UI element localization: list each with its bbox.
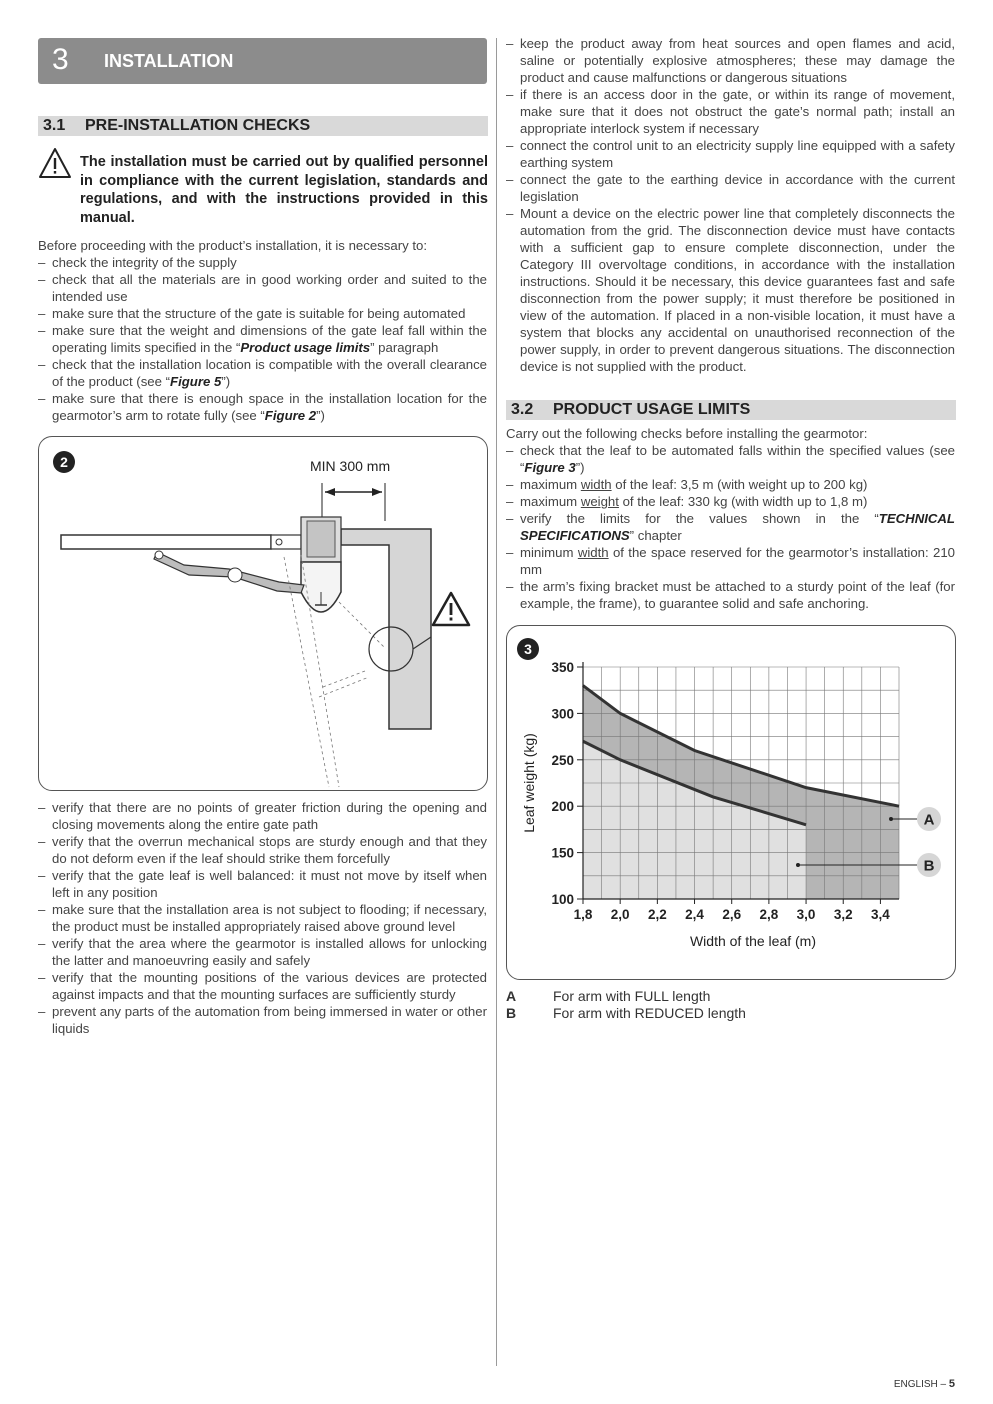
list-item <box>38 322 487 356</box>
y-tick-label: 250 <box>551 752 574 768</box>
x-tick-label: 3,2 <box>833 907 853 922</box>
warning-icon <box>38 147 72 179</box>
legend-key: B <box>506 1005 517 1021</box>
list-text: ” paragraph <box>370 340 439 355</box>
page-number: 5 <box>948 1378 955 1390</box>
list-item: – verify that the mounting positions of the various devices are protected against impacts and that the mounting surfaces are sufficiently sturdy <box>38 969 487 1003</box>
section-heading-3-1 <box>38 116 488 136</box>
list-text: ”) <box>575 460 585 475</box>
list-item: – check the integrity of the supply <box>38 254 487 271</box>
list-item: – connect the control unit to an electricity supply line equipped with a safety earthing system <box>506 137 955 171</box>
y-tick-label: 350 <box>551 660 574 675</box>
list-item: – verify that the overrun mechanical stops are sturdy enough and that they do not deform even if the leaf should strike them forcefully <box>38 833 487 867</box>
list-text: of the leaf: 3,5 m (with weight up to 200 kg) <box>611 477 868 492</box>
figure-2-box <box>38 436 488 791</box>
list-item <box>38 390 487 424</box>
chapter-title: INSTALLATION <box>104 51 234 71</box>
section-number: 3.2 <box>511 401 534 418</box>
y-tick-label: 150 <box>551 845 574 861</box>
chapter-number: 3 <box>52 43 69 76</box>
list-text: of the space reserved for the gearmotor’s installation: 210 mm <box>520 545 955 577</box>
list-text: make sure that there is enough space in the installation location for the gearmotor’s arm to rotate fully (see “ <box>52 391 487 423</box>
site-checks-list <box>38 799 487 1037</box>
list-text: ”) <box>316 408 325 423</box>
section-number: 3.1 <box>43 117 66 134</box>
figure-badge: 3 <box>517 638 539 660</box>
cross-reference: Figure 2 <box>264 408 317 423</box>
legend-text: For arm with FULL length <box>553 988 711 1004</box>
intro-text: Before proceeding with the product’s installation, it is necessary to: <box>38 238 427 253</box>
x-tick-label: 1,8 <box>573 907 593 922</box>
x-tick-label: 2,0 <box>610 907 630 922</box>
y-tick-label: 100 <box>551 892 574 907</box>
list-item <box>506 544 955 578</box>
figure-legend <box>506 988 746 1022</box>
list-text: verify the limits for the values shown in the “ <box>520 511 879 526</box>
list-text: ”) <box>221 374 231 389</box>
list-item: – check that all the materials are in good working order and suited to the intended use <box>38 271 487 305</box>
list-item <box>506 510 955 544</box>
y-axis-label: Leaf weight (kg) <box>521 733 537 833</box>
callout-label: B <box>923 857 935 875</box>
figure-badge: 2 <box>53 451 75 473</box>
cross-reference: Product usage limits <box>240 340 371 355</box>
column-divider <box>496 38 497 1366</box>
list-item <box>506 493 955 510</box>
list-text: minimum <box>520 545 578 560</box>
section-title: PRODUCT USAGE LIMITS <box>553 401 751 418</box>
warning-text: The installation must be carried out by qualified personnel in compliance with the current legislation, standards and regulations, and with the instructions provided in this manual. <box>80 154 488 226</box>
x-tick-label: 3,0 <box>796 907 816 922</box>
cross-reference: Figure 3 <box>524 460 576 475</box>
usage-limits-list <box>506 442 955 612</box>
list-item: – if there is an access door in the gate, or within its range of movement, make sure that it does not obstruct the gate’s normal path; install an appropriate interlock system if necessary <box>506 86 955 137</box>
list-item: – make sure that the installation area is not subject to flooding; if necessary, the product must be installed appropriately raised above ground level <box>38 901 487 935</box>
underlined-term: width <box>577 545 609 560</box>
underlined-term: width <box>580 477 612 492</box>
legend-key: A <box>506 988 517 1004</box>
list-item: – Mount a device on the electric power line that completely disconnects the automation from the grid. The disconnection device must have contacts with a sufficient gap to ensure complete disconnection, under the Category III overvoltage conditions, in accordance with the installation instructions. Should it be necessary, this device guarantees fast and safe disconnection from the power supply; it must therefore be positioned in view of the automation. If placed in a non-visible location, it must have a system that blocks any accidental on unauthorised reconnection of the power supply, in order to prevent dangerous situations. The disconnection device is not supplied with the product. <box>506 205 955 375</box>
list-item: – verify that the area where the gearmotor is installed allows for unlocking the latter and manoeuvring easily and safely <box>38 935 487 969</box>
legend-text: For arm with REDUCED length <box>553 1005 746 1021</box>
list-item: – keep the product away from heat sources and open flames and acid, saline or potentially explosive atmospheres; these may damage the product and cause malfunctions or dangerous situations <box>506 35 955 86</box>
safety-checks-list <box>506 35 955 375</box>
cross-reference: TECHNICAL SPECIFICATIONS <box>520 511 955 543</box>
gearmotor-installation-diagram <box>39 437 487 790</box>
callout-label: A <box>923 811 935 829</box>
list-item: – make sure that the structure of the gate is suitable for being automated <box>38 305 487 322</box>
legend-item <box>506 1005 746 1022</box>
footer-language: ENGLISH – <box>893 1379 947 1390</box>
section-heading-3-2 <box>506 400 956 420</box>
chapter-header <box>38 38 487 84</box>
list-item: – prevent any parts of the automation from being immersed in water or other liquids <box>38 1003 487 1037</box>
list-text: check that the installation location is compatible with the overall clearance of the product (see “ <box>52 357 487 389</box>
x-tick-label: 2,6 <box>722 907 742 922</box>
legend-item <box>506 988 746 1005</box>
list-text: maximum <box>520 477 581 492</box>
list-item <box>38 356 487 390</box>
list-text: ” chapter <box>629 528 682 543</box>
list-text: of the leaf: 330 kg (with width up to 1,8 m) <box>618 494 868 509</box>
list-text: make sure that the weight and dimensions of the gate leaf fall within the operating limits specified in the “ <box>52 323 487 355</box>
list-item <box>506 476 955 493</box>
dimension-label: MIN 300 mm <box>310 458 391 474</box>
y-tick-label: 200 <box>551 799 574 815</box>
list-item: – verify that there are no points of greater friction during the opening and closing movements along the entire gate path <box>38 799 487 833</box>
list-text: maximum <box>520 494 581 509</box>
x-tick-label: 2,8 <box>759 907 779 922</box>
x-tick-label: 2,2 <box>647 907 667 922</box>
y-tick-label: 300 <box>551 706 574 722</box>
figure-3-box <box>506 625 956 980</box>
page-footer <box>894 1378 955 1390</box>
pre-checks-list <box>38 254 487 424</box>
weight-width-chart <box>507 626 955 979</box>
list-text: check that the leaf to be automated falls within the specified values (see “ <box>520 443 955 475</box>
section-title: PRE-INSTALLATION CHECKS <box>85 117 311 134</box>
usage-intro-text: Carry out the following checks before installing the gearmotor: <box>506 426 868 441</box>
list-item: – verify that the gate leaf is well balanced: it must not move by itself when left in any position <box>38 867 487 901</box>
x-tick-label: 3,4 <box>871 907 890 922</box>
cross-reference: Figure 5 <box>170 374 222 389</box>
list-item: – the arm’s fixing bracket must be attached to a sturdy point of the leaf (for example, the frame), to guarantee solid and safe anchoring. <box>506 578 955 612</box>
list-item: – connect the gate to the earthing device in accordance with the current legislation <box>506 171 955 205</box>
x-axis-label: Width of the leaf (m) <box>689 933 817 949</box>
list-item <box>506 442 955 476</box>
underlined-term: weight <box>580 494 619 509</box>
x-tick-label: 2,4 <box>685 907 704 922</box>
